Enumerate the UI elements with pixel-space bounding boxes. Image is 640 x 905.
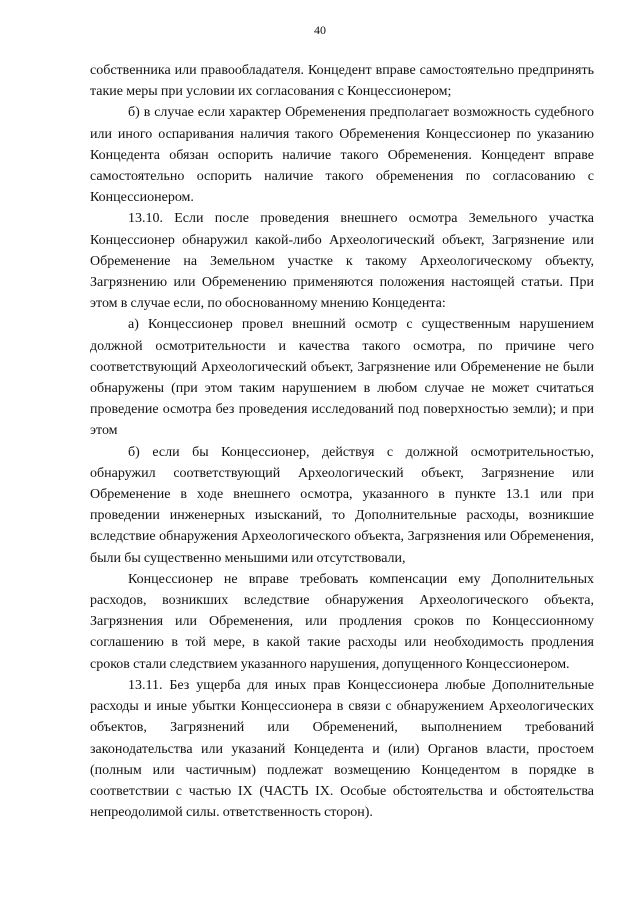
paragraph-continuation: собственника или правообладателя. Концедент вправе самостоятельно предпринять такие меры при условии их согласования с Концессионером; — [90, 63, 594, 100]
paragraph-no-compensation: Концессионер не вправе требовать компенсации ему Дополнительных расходов, возникших вследствие обнаружения Археологического объекта, Загрязнения или Обременения, или продления сроков по Концессионному соглашению в той мере, в какой такие расходы или необходимость продления сроков стали следствием указанного нарушения, допущенного Концессионером. — [90, 571, 594, 672]
paragraph-subitem-a-inspection: а) Концессионер провел внешний осмотр с существенным нарушением должной осмотрительности и качества такого осмотра, по причине чего соответствующий Археологический объект, Загрязнение или Обременение не были обнаружены (при этом таким нарушением в любом случае не может считаться проведение осмотра без проведения исследований под поверхностью земли); и при этом — [90, 317, 594, 439]
paragraph-subitem-b-diligence: б) если бы Концессионер, действуя с должной осмотрительностью, обнаружил соответствующий Археологический объект, Загрязнение или Обременение в ходе внешнего осмотра, указанного в пункте 13.1 или при проведении инженерных изысканий, то Дополнительные расходы, возникшие вследствие обнаружения Археологического объекта, Загрязнения или Обременения, были бы существенно меньшими или отсутствовали, — [90, 444, 594, 566]
paragraph-subitem-b-encumbrance: б) в случае если характер Обременения предполагает возможность судебного или иного оспаривания наличия такого Обременения Концессионер по указанию Концедента обязан оспорить наличие такого Обременения. Концедент вправе самостоятельно оспорить наличие такого обременения по согласованию с Концессионером. — [90, 105, 594, 206]
paragraph-13-10: 13.10. Если после проведения внешнего осмотра Земельного участка Концессионер обнаружил какой-либо Археологический объект, Загрязнение или Обременение на Земельном участке к такому Археологическому объекту, Загрязнению или Обременению применяются положения настоящей статьи. При этом в случае если, по обоснованному мнению Концедента: — [90, 211, 594, 312]
page-number: 40 — [314, 23, 326, 37]
document-body — [90, 60, 594, 823]
paragraph-13-11: 13.11. Без ущерба для иных прав Концессионера любые Дополнительные расходы и иные убытки Концессионера в связи с обнаружением Археологических объектов, Загрязнений или Обременений, выполнением требований законодательства или указаний Концедента и (или) Органов власти, простоем (полным или частичным) подлежат возмещению Концедентом в порядке в соответствии с частью IX (ЧАСТЬ IX. Особые обстоятельства и обстоятельства непреодолимой силы. ответственность сторон). — [90, 677, 594, 821]
